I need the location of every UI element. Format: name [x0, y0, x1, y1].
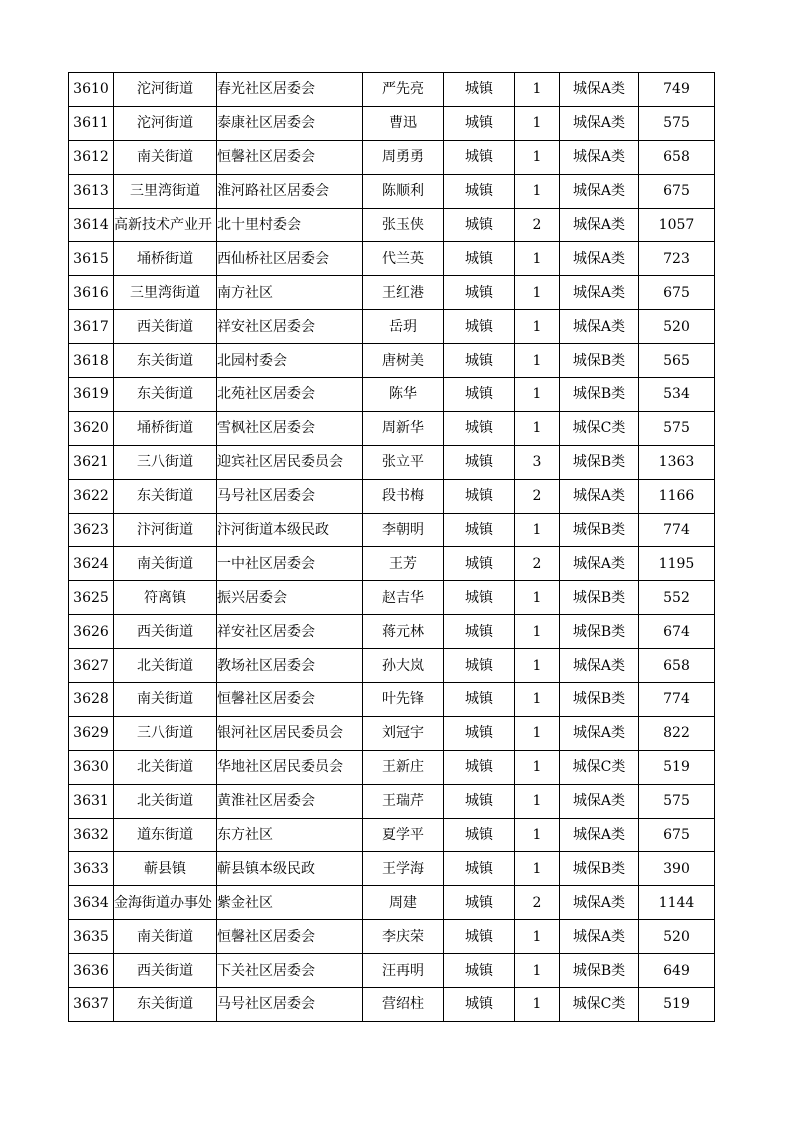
community-cell: 东方社区 — [217, 818, 363, 852]
category-cell: 城保B类 — [560, 954, 639, 988]
category-cell: 城保A类 — [560, 73, 639, 107]
record-id-cell: 3635 — [69, 920, 114, 954]
member-count-cell: 1 — [515, 852, 560, 886]
community-cell: 下关社区居委会 — [217, 954, 363, 988]
table-row — [69, 920, 715, 954]
community-cell: 祥安社区居委会 — [217, 615, 363, 649]
street-cell: 蕲县镇 — [114, 852, 217, 886]
household-type-cell: 城镇 — [444, 784, 515, 818]
category-cell: 城保B类 — [560, 683, 639, 717]
category-cell: 城保B类 — [560, 513, 639, 547]
category-cell: 城保A类 — [560, 818, 639, 852]
community-cell: 马号社区居委会 — [217, 988, 363, 1022]
community-cell: 北苑社区居委会 — [217, 378, 363, 412]
member-count-cell: 1 — [515, 818, 560, 852]
household-type-cell: 城镇 — [444, 683, 515, 717]
name-cell: 赵吉华 — [363, 581, 444, 615]
amount-cell: 575 — [639, 106, 715, 140]
record-id-cell: 3614 — [69, 208, 114, 242]
household-type-cell: 城镇 — [444, 920, 515, 954]
name-cell: 周勇勇 — [363, 140, 444, 174]
community-cell: 黄淮社区居委会 — [217, 784, 363, 818]
table-row — [69, 276, 715, 310]
amount-cell: 1195 — [639, 547, 715, 581]
record-id-cell: 3629 — [69, 716, 114, 750]
name-cell: 王芳 — [363, 547, 444, 581]
street-cell: 沱河街道 — [114, 106, 217, 140]
table-row — [69, 106, 715, 140]
street-cell: 道东街道 — [114, 818, 217, 852]
table-row — [69, 242, 715, 276]
record-id-cell: 3616 — [69, 276, 114, 310]
amount-cell: 519 — [639, 988, 715, 1022]
table-row — [69, 852, 715, 886]
community-cell: 恒馨社区居委会 — [217, 140, 363, 174]
table-row — [69, 513, 715, 547]
community-cell: 振兴居委会 — [217, 581, 363, 615]
member-count-cell: 1 — [515, 649, 560, 683]
amount-cell: 822 — [639, 716, 715, 750]
member-count-cell: 1 — [515, 378, 560, 412]
table-row — [69, 445, 715, 479]
household-type-cell: 城镇 — [444, 649, 515, 683]
member-count-cell: 1 — [515, 140, 560, 174]
category-cell: 城保B类 — [560, 581, 639, 615]
record-id-cell: 3622 — [69, 479, 114, 513]
table-row — [69, 988, 715, 1022]
table-row — [69, 479, 715, 513]
amount-cell: 675 — [639, 276, 715, 310]
member-count-cell: 1 — [515, 988, 560, 1022]
member-count-cell: 1 — [515, 750, 560, 784]
household-type-cell: 城镇 — [444, 513, 515, 547]
amount-cell: 1363 — [639, 445, 715, 479]
amount-cell: 534 — [639, 378, 715, 412]
household-type-cell: 城镇 — [444, 344, 515, 378]
category-cell: 城保A类 — [560, 208, 639, 242]
household-type-cell: 城镇 — [444, 276, 515, 310]
category-cell: 城保A类 — [560, 310, 639, 344]
member-count-cell: 1 — [515, 683, 560, 717]
street-cell: 西关街道 — [114, 310, 217, 344]
household-type-cell: 城镇 — [444, 310, 515, 344]
name-cell: 唐树美 — [363, 344, 444, 378]
community-cell: 北十里村委会 — [217, 208, 363, 242]
category-cell: 城保A类 — [560, 479, 639, 513]
amount-cell: 575 — [639, 784, 715, 818]
name-cell: 张玉侠 — [363, 208, 444, 242]
amount-cell: 723 — [639, 242, 715, 276]
category-cell: 城保A类 — [560, 242, 639, 276]
table-row — [69, 716, 715, 750]
member-count-cell: 2 — [515, 886, 560, 920]
record-id-cell: 3627 — [69, 649, 114, 683]
table-row — [69, 174, 715, 208]
household-type-cell: 城镇 — [444, 411, 515, 445]
amount-cell: 390 — [639, 852, 715, 886]
community-cell: 蕲县镇本级民政 — [217, 852, 363, 886]
street-cell: 东关街道 — [114, 378, 217, 412]
records-table — [68, 72, 715, 1022]
table-row — [69, 208, 715, 242]
category-cell: 城保A类 — [560, 106, 639, 140]
category-cell: 城保B类 — [560, 445, 639, 479]
household-type-cell: 城镇 — [444, 378, 515, 412]
category-cell: 城保A类 — [560, 784, 639, 818]
table-row — [69, 750, 715, 784]
amount-cell: 749 — [639, 73, 715, 107]
member-count-cell: 1 — [515, 174, 560, 208]
street-cell: 埇桥街道 — [114, 411, 217, 445]
table-row — [69, 378, 715, 412]
amount-cell: 1166 — [639, 479, 715, 513]
record-id-cell: 3626 — [69, 615, 114, 649]
name-cell: 张立平 — [363, 445, 444, 479]
name-cell: 段书梅 — [363, 479, 444, 513]
category-cell: 城保A类 — [560, 920, 639, 954]
member-count-cell: 3 — [515, 445, 560, 479]
table-row — [69, 140, 715, 174]
name-cell: 汪再明 — [363, 954, 444, 988]
record-id-cell: 3634 — [69, 886, 114, 920]
category-cell: 城保C类 — [560, 750, 639, 784]
record-id-cell: 3637 — [69, 988, 114, 1022]
name-cell: 代兰英 — [363, 242, 444, 276]
household-type-cell: 城镇 — [444, 716, 515, 750]
name-cell: 严先亮 — [363, 73, 444, 107]
name-cell: 岳玥 — [363, 310, 444, 344]
amount-cell: 658 — [639, 649, 715, 683]
community-cell: 春光社区居委会 — [217, 73, 363, 107]
name-cell: 王瑞芹 — [363, 784, 444, 818]
community-cell: 一中社区居委会 — [217, 547, 363, 581]
table-row — [69, 615, 715, 649]
community-cell: 紫金社区 — [217, 886, 363, 920]
street-cell: 西关街道 — [114, 615, 217, 649]
record-id-cell: 3612 — [69, 140, 114, 174]
member-count-cell: 1 — [515, 513, 560, 547]
member-count-cell: 2 — [515, 547, 560, 581]
community-cell: 迎宾社区居民委员会 — [217, 445, 363, 479]
record-id-cell: 3613 — [69, 174, 114, 208]
table-row — [69, 784, 715, 818]
table-row — [69, 818, 715, 852]
household-type-cell: 城镇 — [444, 140, 515, 174]
table-row — [69, 547, 715, 581]
member-count-cell: 1 — [515, 73, 560, 107]
record-id-cell: 3611 — [69, 106, 114, 140]
household-type-cell: 城镇 — [444, 818, 515, 852]
name-cell: 周建 — [363, 886, 444, 920]
name-cell: 刘冠宇 — [363, 716, 444, 750]
street-cell: 东关街道 — [114, 988, 217, 1022]
name-cell: 王学海 — [363, 852, 444, 886]
amount-cell: 774 — [639, 513, 715, 547]
community-cell: 恒馨社区居委会 — [217, 683, 363, 717]
household-type-cell: 城镇 — [444, 581, 515, 615]
household-type-cell: 城镇 — [444, 852, 515, 886]
household-type-cell: 城镇 — [444, 445, 515, 479]
record-id-cell: 3630 — [69, 750, 114, 784]
community-cell: 北园村委会 — [217, 344, 363, 378]
street-cell: 埇桥街道 — [114, 242, 217, 276]
member-count-cell: 1 — [515, 920, 560, 954]
street-cell: 汴河街道 — [114, 513, 217, 547]
table-row — [69, 649, 715, 683]
record-id-cell: 3620 — [69, 411, 114, 445]
table-row — [69, 581, 715, 615]
community-cell: 雪枫社区居委会 — [217, 411, 363, 445]
amount-cell: 575 — [639, 411, 715, 445]
street-cell: 南关街道 — [114, 140, 217, 174]
amount-cell: 774 — [639, 683, 715, 717]
community-cell: 恒馨社区居委会 — [217, 920, 363, 954]
record-id-cell: 3632 — [69, 818, 114, 852]
category-cell: 城保B类 — [560, 378, 639, 412]
table-row — [69, 411, 715, 445]
household-type-cell: 城镇 — [444, 954, 515, 988]
street-cell: 东关街道 — [114, 479, 217, 513]
table-row — [69, 344, 715, 378]
amount-cell: 1144 — [639, 886, 715, 920]
table-row — [69, 683, 715, 717]
table-row — [69, 73, 715, 107]
member-count-cell: 2 — [515, 208, 560, 242]
amount-cell: 565 — [639, 344, 715, 378]
amount-cell: 674 — [639, 615, 715, 649]
street-cell: 南关街道 — [114, 547, 217, 581]
street-cell: 北关街道 — [114, 784, 217, 818]
member-count-cell: 1 — [515, 784, 560, 818]
community-cell: 汴河街道本级民政 — [217, 513, 363, 547]
category-cell: 城保A类 — [560, 547, 639, 581]
community-cell: 银河社区居民委员会 — [217, 716, 363, 750]
amount-cell: 520 — [639, 920, 715, 954]
name-cell: 营绍柱 — [363, 988, 444, 1022]
category-cell: 城保A类 — [560, 716, 639, 750]
community-cell: 马号社区居委会 — [217, 479, 363, 513]
member-count-cell: 1 — [515, 581, 560, 615]
member-count-cell: 1 — [515, 411, 560, 445]
record-id-cell: 3618 — [69, 344, 114, 378]
name-cell: 蒋元林 — [363, 615, 444, 649]
record-id-cell: 3623 — [69, 513, 114, 547]
member-count-cell: 1 — [515, 310, 560, 344]
record-id-cell: 3628 — [69, 683, 114, 717]
amount-cell: 675 — [639, 818, 715, 852]
category-cell: 城保A类 — [560, 174, 639, 208]
street-cell: 南关街道 — [114, 683, 217, 717]
category-cell: 城保A类 — [560, 276, 639, 310]
household-type-cell: 城镇 — [444, 242, 515, 276]
household-type-cell: 城镇 — [444, 988, 515, 1022]
amount-cell: 552 — [639, 581, 715, 615]
name-cell: 王红港 — [363, 276, 444, 310]
category-cell: 城保A类 — [560, 140, 639, 174]
record-id-cell: 3615 — [69, 242, 114, 276]
amount-cell: 520 — [639, 310, 715, 344]
street-cell: 西关街道 — [114, 954, 217, 988]
name-cell: 李朝明 — [363, 513, 444, 547]
household-type-cell: 城镇 — [444, 479, 515, 513]
community-cell: 淮河路社区居委会 — [217, 174, 363, 208]
street-cell: 沱河街道 — [114, 73, 217, 107]
member-count-cell: 2 — [515, 479, 560, 513]
record-id-cell: 3619 — [69, 378, 114, 412]
street-cell: 东关街道 — [114, 344, 217, 378]
records-table-body — [69, 73, 715, 1022]
table-row — [69, 954, 715, 988]
household-type-cell: 城镇 — [444, 106, 515, 140]
amount-cell: 675 — [639, 174, 715, 208]
street-cell: 北关街道 — [114, 750, 217, 784]
street-cell: 三里湾街道 — [114, 276, 217, 310]
record-id-cell: 3625 — [69, 581, 114, 615]
member-count-cell: 1 — [515, 615, 560, 649]
record-id-cell: 3631 — [69, 784, 114, 818]
name-cell: 周新华 — [363, 411, 444, 445]
name-cell: 陈华 — [363, 378, 444, 412]
category-cell: 城保B类 — [560, 615, 639, 649]
community-cell: 西仙桥社区居委会 — [217, 242, 363, 276]
category-cell: 城保B类 — [560, 852, 639, 886]
street-cell: 南关街道 — [114, 920, 217, 954]
community-cell: 祥安社区居委会 — [217, 310, 363, 344]
name-cell: 叶先锋 — [363, 683, 444, 717]
street-cell: 三八街道 — [114, 445, 217, 479]
table-row — [69, 310, 715, 344]
street-cell: 三八街道 — [114, 716, 217, 750]
street-cell: 高新技术产业开 — [114, 208, 217, 242]
household-type-cell: 城镇 — [444, 547, 515, 581]
category-cell: 城保A类 — [560, 886, 639, 920]
member-count-cell: 1 — [515, 344, 560, 378]
category-cell: 城保B类 — [560, 344, 639, 378]
member-count-cell: 1 — [515, 106, 560, 140]
name-cell: 王新庄 — [363, 750, 444, 784]
name-cell: 李庆荣 — [363, 920, 444, 954]
record-id-cell: 3624 — [69, 547, 114, 581]
household-type-cell: 城镇 — [444, 208, 515, 242]
household-type-cell: 城镇 — [444, 73, 515, 107]
record-id-cell: 3636 — [69, 954, 114, 988]
community-cell: 泰康社区居委会 — [217, 106, 363, 140]
household-type-cell: 城镇 — [444, 886, 515, 920]
member-count-cell: 1 — [515, 954, 560, 988]
member-count-cell: 1 — [515, 716, 560, 750]
record-id-cell: 3621 — [69, 445, 114, 479]
amount-cell: 1057 — [639, 208, 715, 242]
record-id-cell: 3617 — [69, 310, 114, 344]
name-cell: 曹迅 — [363, 106, 444, 140]
street-cell: 金海街道办事处 — [114, 886, 217, 920]
community-cell: 教场社区居委会 — [217, 649, 363, 683]
category-cell: 城保C类 — [560, 988, 639, 1022]
name-cell: 陈顺利 — [363, 174, 444, 208]
household-type-cell: 城镇 — [444, 174, 515, 208]
member-count-cell: 1 — [515, 242, 560, 276]
street-cell: 符离镇 — [114, 581, 217, 615]
record-id-cell: 3610 — [69, 73, 114, 107]
community-cell: 南方社区 — [217, 276, 363, 310]
amount-cell: 658 — [639, 140, 715, 174]
amount-cell: 649 — [639, 954, 715, 988]
member-count-cell: 1 — [515, 276, 560, 310]
category-cell: 城保A类 — [560, 649, 639, 683]
household-type-cell: 城镇 — [444, 615, 515, 649]
category-cell: 城保C类 — [560, 411, 639, 445]
street-cell: 三里湾街道 — [114, 174, 217, 208]
community-cell: 华地社区居民委员会 — [217, 750, 363, 784]
household-type-cell: 城镇 — [444, 750, 515, 784]
record-id-cell: 3633 — [69, 852, 114, 886]
table-row — [69, 886, 715, 920]
amount-cell: 519 — [639, 750, 715, 784]
name-cell: 孙大岚 — [363, 649, 444, 683]
name-cell: 夏学平 — [363, 818, 444, 852]
street-cell: 北关街道 — [114, 649, 217, 683]
